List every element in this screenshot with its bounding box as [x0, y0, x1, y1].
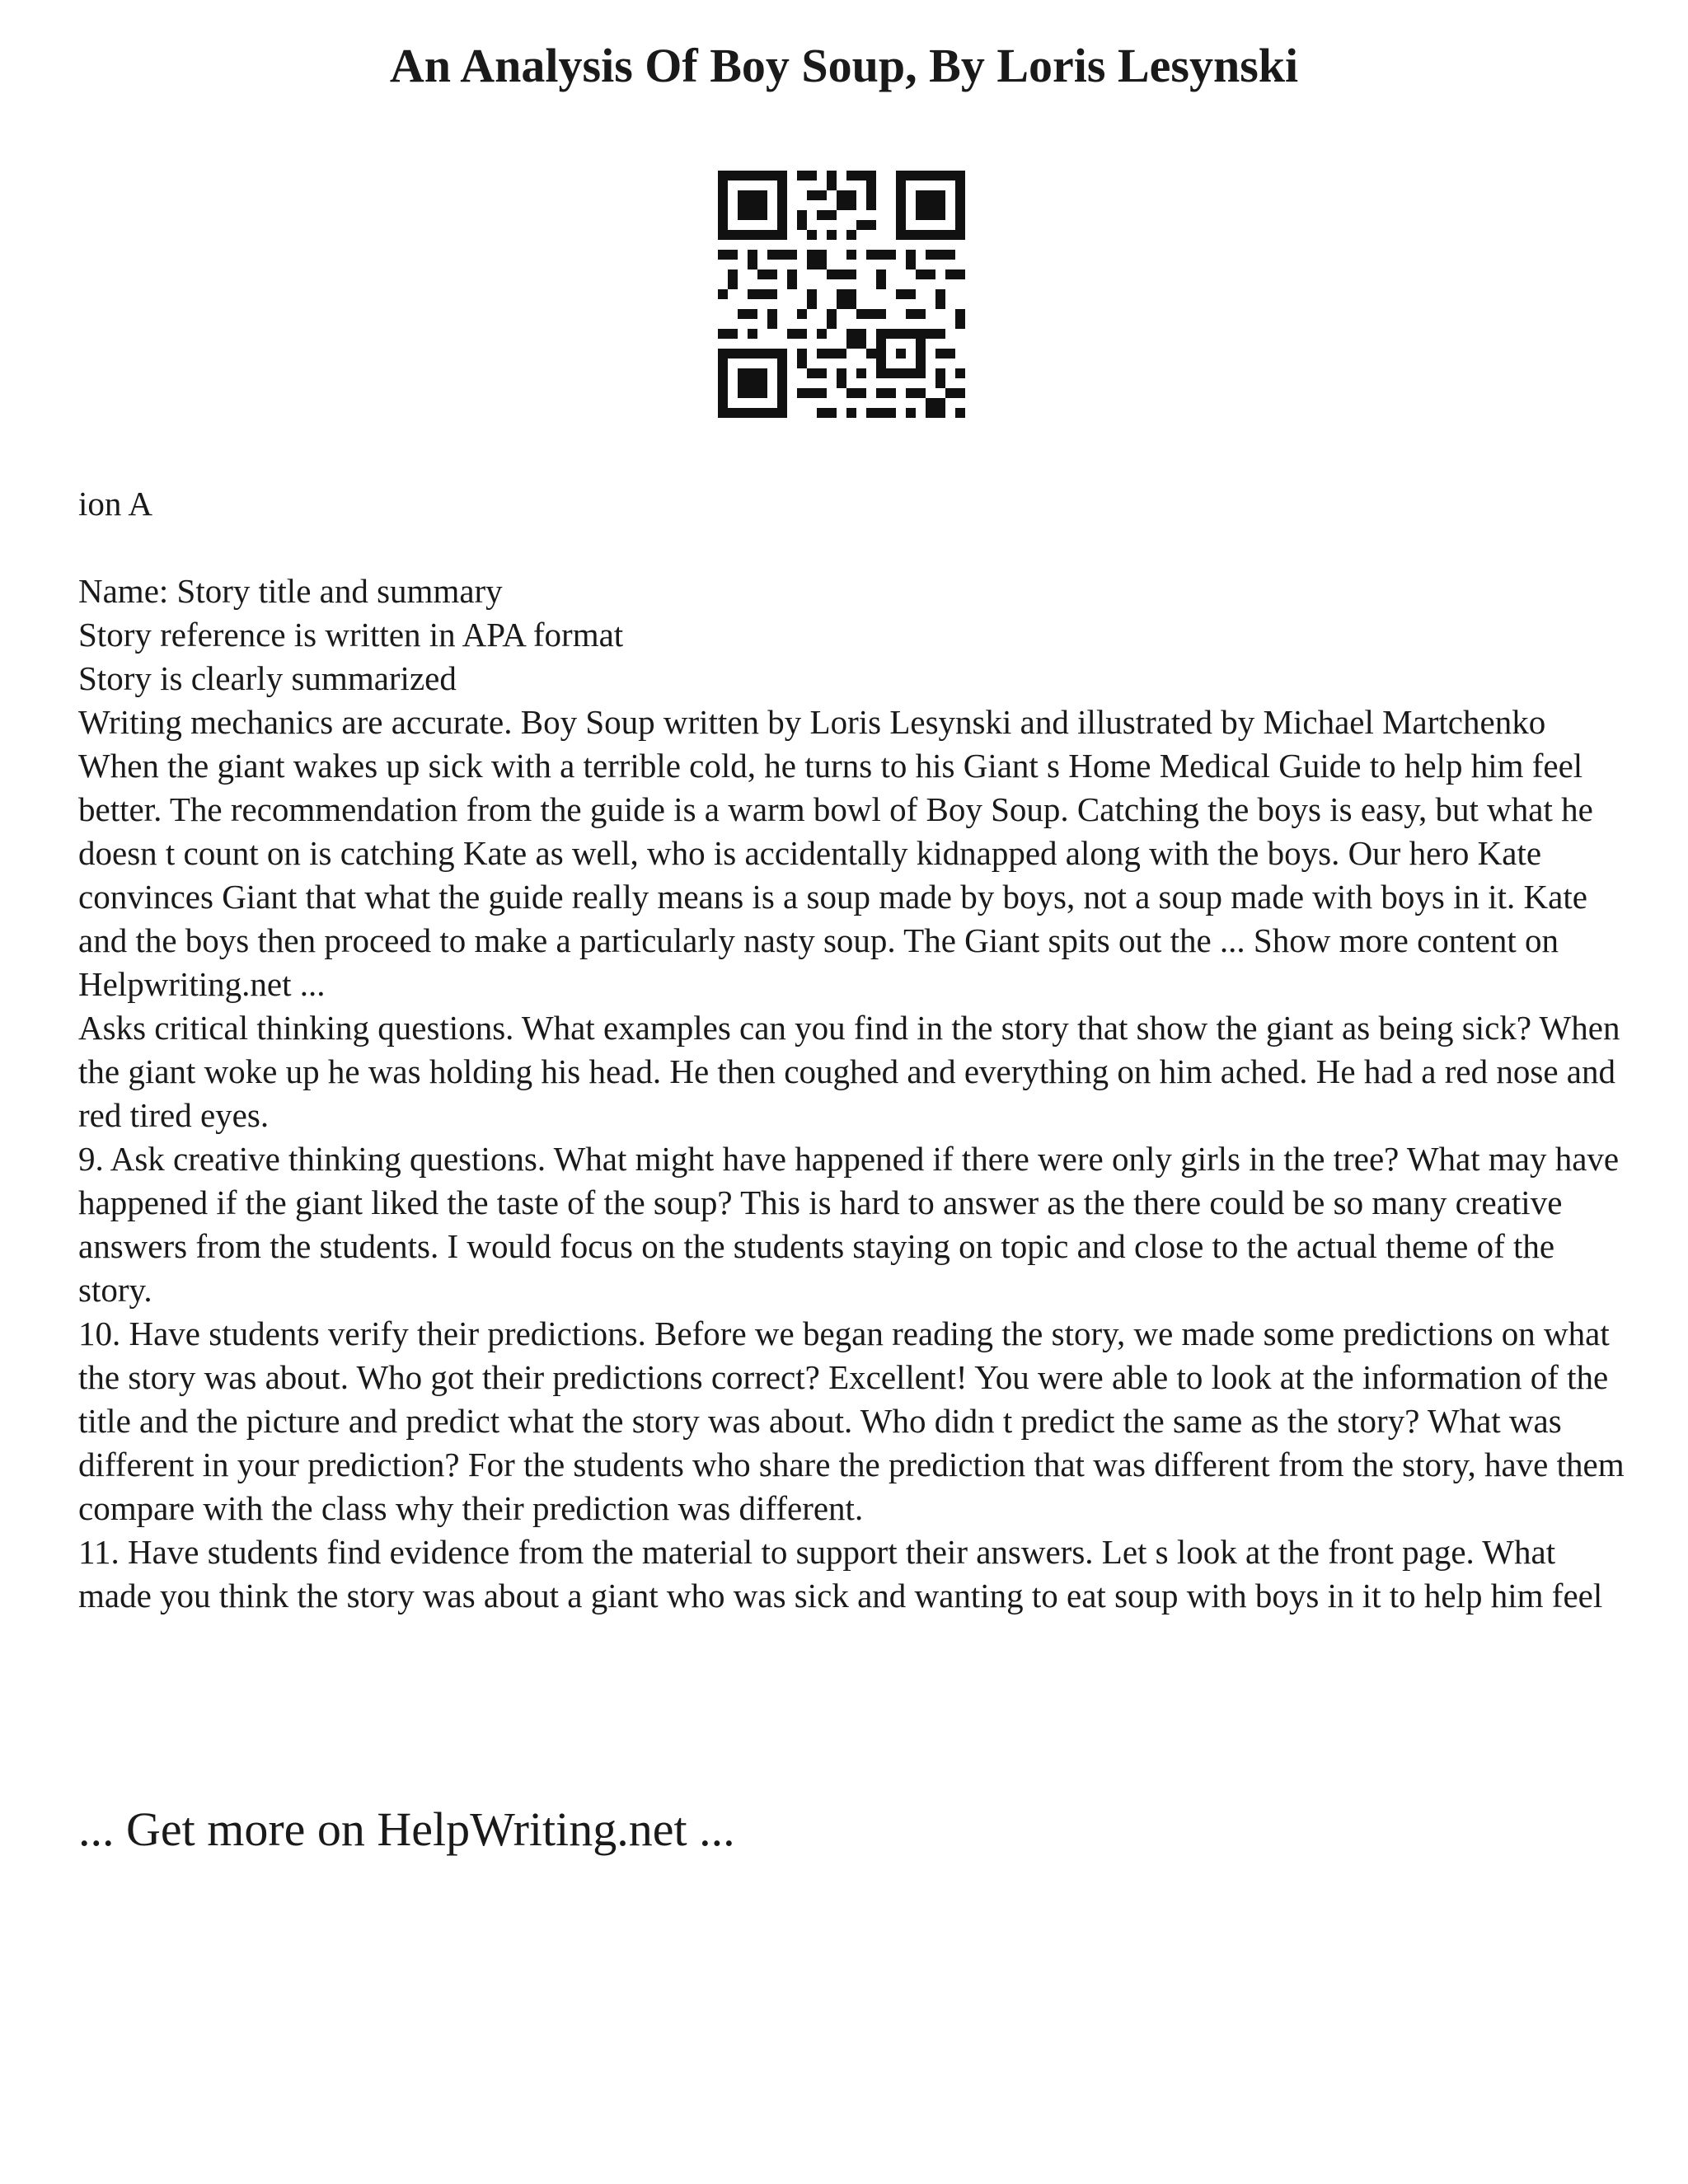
story-summary-paragraph: When the giant wakes up sick with a terrible cold, he turns to his Giant s Home Medical Guide to help him feel better. The recommendation from the guide is a warm bowl of Boy Soup. Catching the boys is easy, but what he doesn t count on is catching Kate as well, who is accidentally kidnapped along with the boys. Our hero Kate convinces Giant that what the guide really means is a soup made by boys, not a soup made with boys in it. Kate and the boys then proceed to make a particularly nasty soup. The Giant spits out the ... Show more content on Helpwriting.net ... [78, 747, 1593, 1003]
rubric-line-name: Name: Story title and summary [78, 572, 503, 610]
intro-fragment: ion A [78, 485, 152, 523]
rubric-line-summary: Story is clearly summarized [78, 659, 457, 697]
document-title: An Analysis Of Boy Soup, By Loris Lesynski [389, 39, 1299, 92]
rubric-line-mechanics: Writing mechanics are accurate. Boy Soup written by Loris Lesynski and illustrated by Michael Martchenko [78, 703, 1546, 741]
creative-thinking-paragraph: 9. Ask creative thinking questions. What might have happened if there were only girls in the tree? What may have happened if the giant liked the taste of the soup? This is hard to answer as the there could be so many creative answers from the students. I would focus on the students staying on topic and close to the actual theme of the story. [78, 1140, 1620, 1309]
document-body [78, 482, 1628, 1618]
critical-thinking-paragraph: Asks critical thinking questions. What examples can you find in the story that show the giant as being sick? When the giant woke up he was holding his head. He then coughed and everything on him ached. He had a red nose and red tired eyes. [78, 1009, 1620, 1134]
qr-code-icon [718, 171, 965, 418]
verify-predictions-paragraph: 10. Have students verify their predictions. Before we began reading the story, we made some predictions on what the story was about. Who got their predictions correct? Excellent! You were able to look at the information of the title and the picture and predict what the story was about. Who didn t predict the same as the story? What was different in your prediction? For the students who share the prediction that was different from the story, have them compare with the class why their prediction was different. [78, 1315, 1625, 1527]
rubric-line-reference: Story reference is written in APA format [78, 616, 624, 654]
paragraph-gap [78, 526, 1628, 569]
get-more-link[interactable]: ... Get more on HelpWriting.net ... [78, 1802, 735, 1856]
find-evidence-paragraph: 11. Have students find evidence from the material to support their answers. Let s look at the front page. What made you think the story was about a giant who was sick and wanting to eat soup with boys in it to help him feel [78, 1533, 1603, 1615]
